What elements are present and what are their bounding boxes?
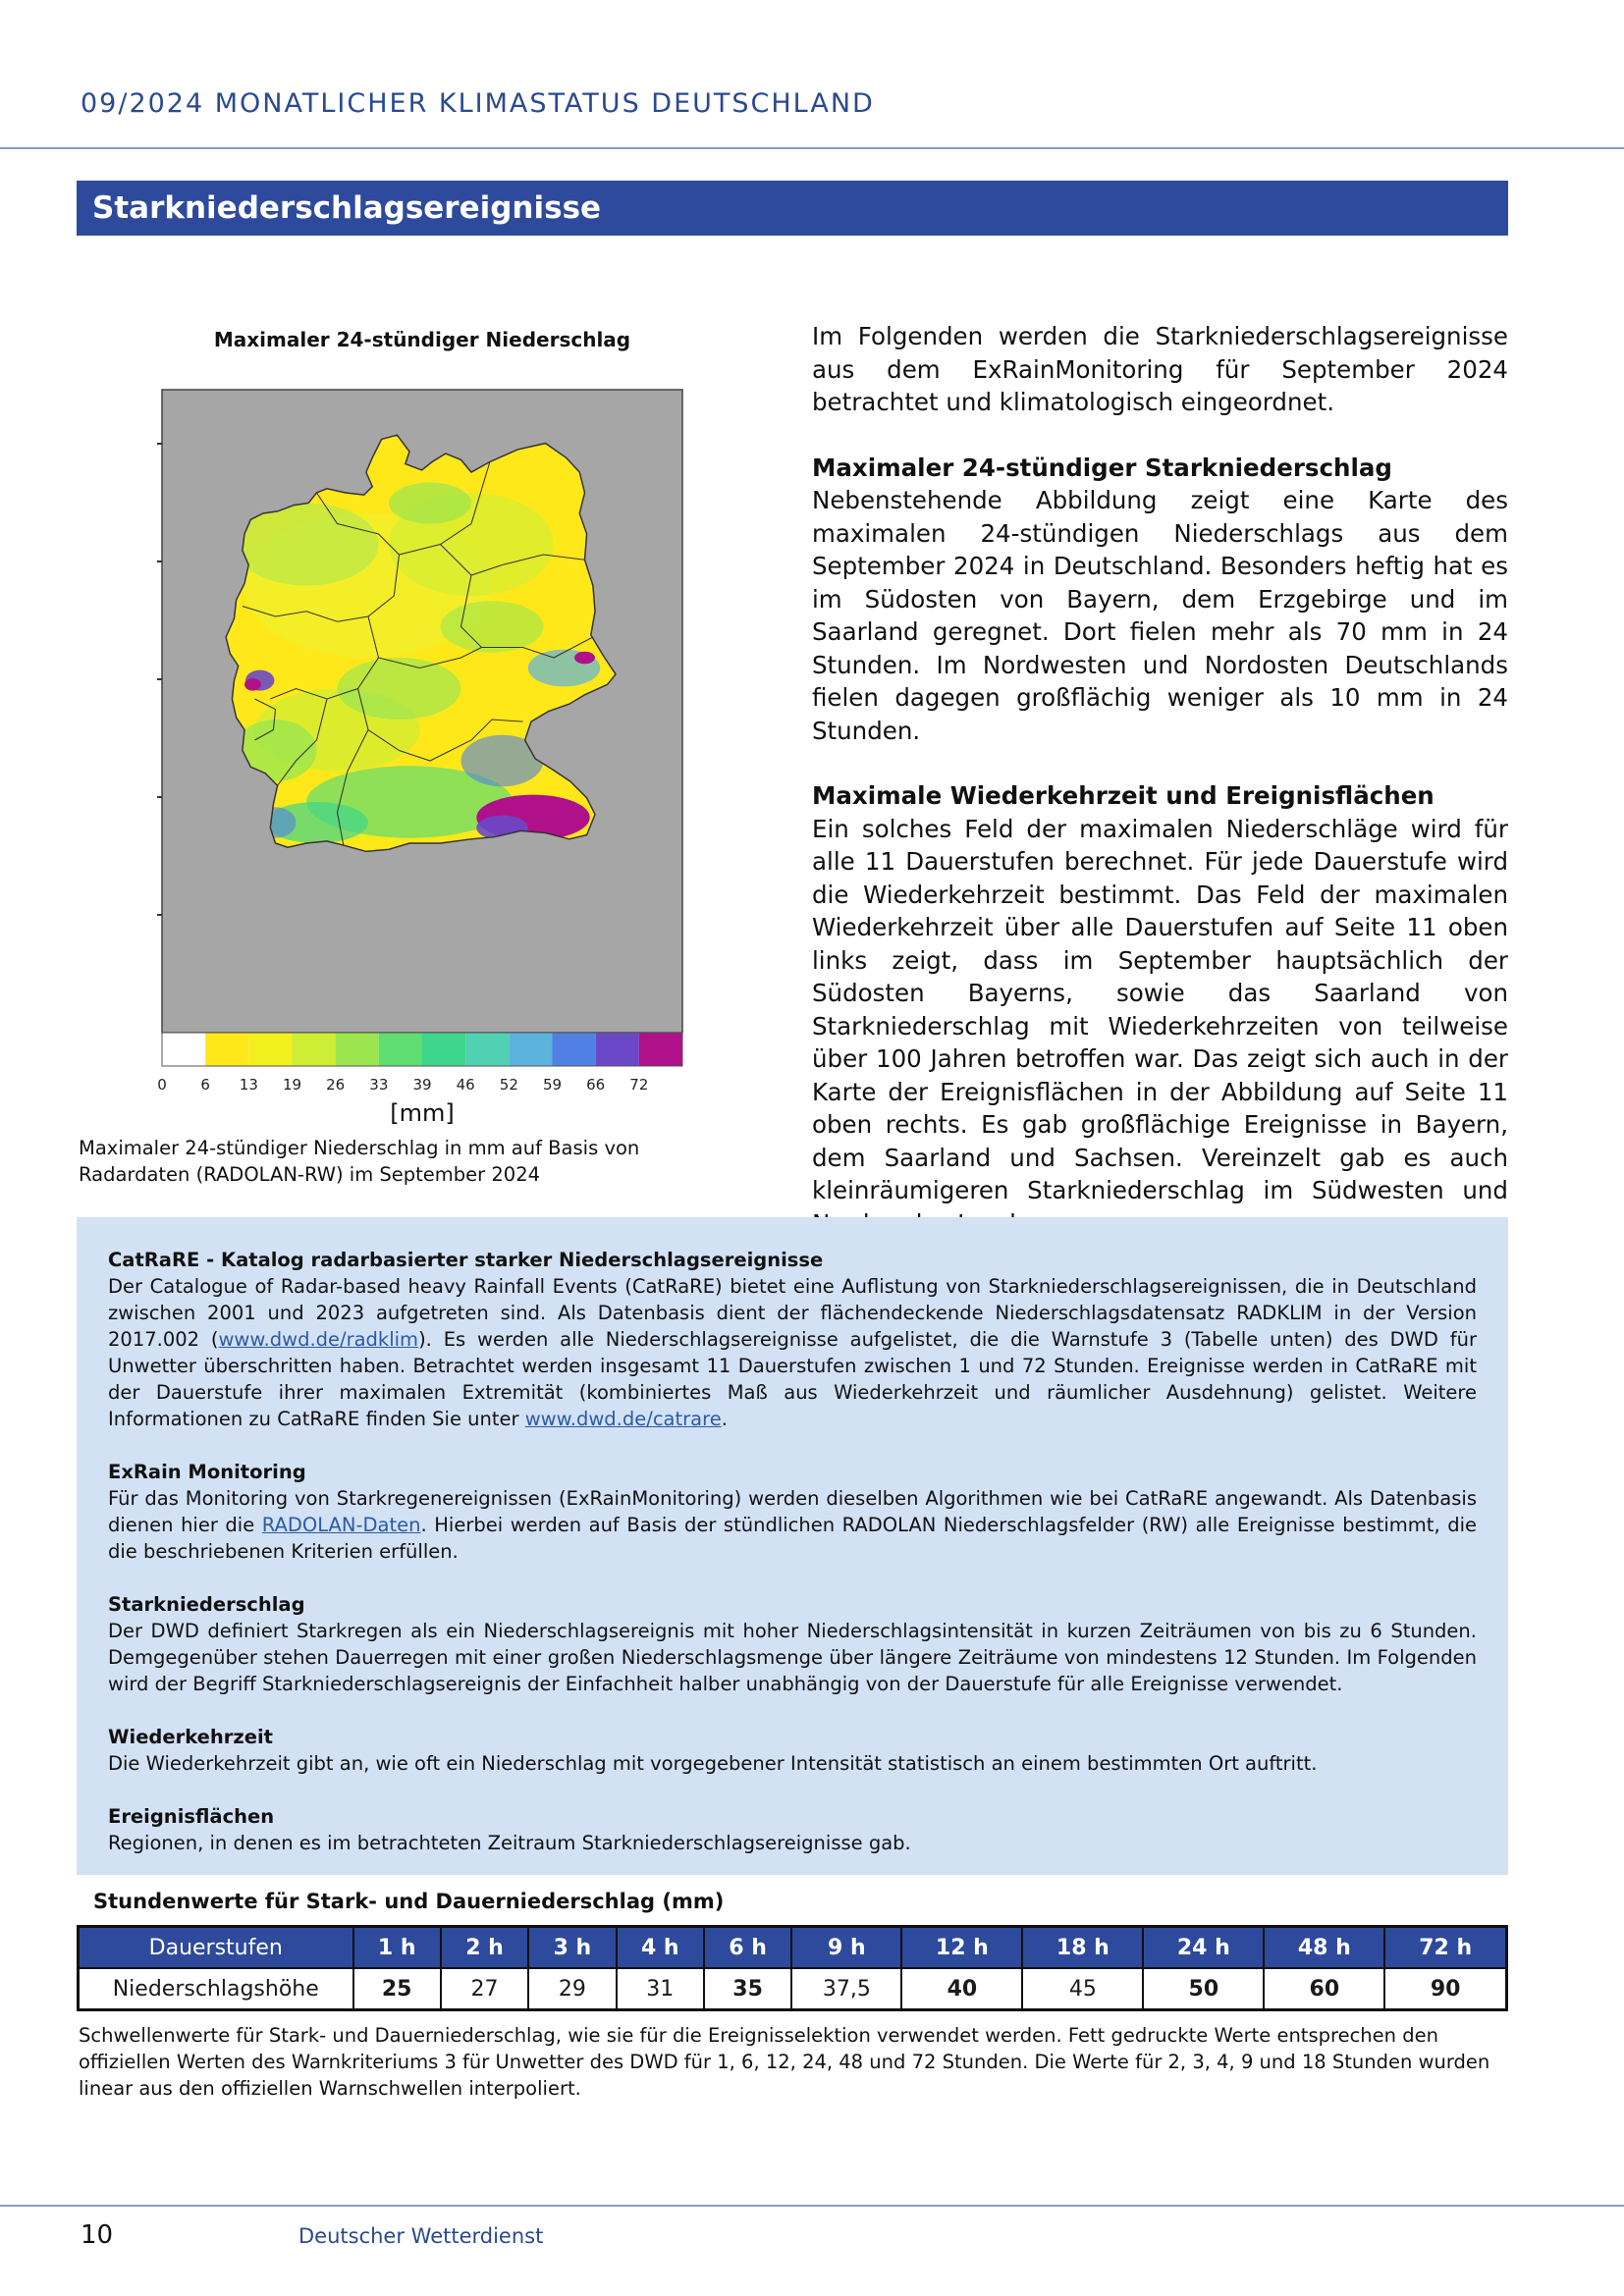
table-dauerstufe-cell: 48 h — [1264, 1927, 1384, 1969]
catrare-text-3: . — [721, 1408, 728, 1430]
legend-swatch — [509, 1033, 552, 1066]
table-value-cell: 45 — [1022, 1968, 1143, 2010]
stark-heading: Starkniederschlag — [108, 1593, 305, 1616]
legend-swatch — [465, 1033, 509, 1066]
page-number: 10 — [81, 2220, 114, 2250]
table-caption: Schwellenwerte für Stark- und Dauerniederschlag, wie sie für die Ereignisselektion verwendet werden. Fett gedruckte Werte entsprechen den offiziellen Werten des Warnkriteriums 3 für Unwetter des DWD für 1, 6, 12, 24, 48 und 72 Stunden. Die Werte für 2, 3, 4, 9 und 18 Stunden wurden linear aus den offiziellen Warnschwellen interpoliert. — [79, 2024, 1490, 2100]
sec2-heading: Maximale Wiederkehrzeit und Ereignisflächen — [812, 781, 1435, 810]
table-dauerstufe-cell: 1 h — [353, 1927, 441, 1969]
legend-tick-label: 26 — [326, 1076, 346, 1094]
exrain-text-1: Für das Monitoring von Starkregenereignissen (ExRainMonitoring) werden dieselben Algorithmen wie bei CatRaRE angewandt. Als Datenbasis dienen hier die — [108, 1487, 1477, 1536]
table-value-cell: 60 — [1264, 1968, 1384, 2010]
legend-swatch — [248, 1033, 292, 1066]
table-dauerstufe-cell: 72 h — [1384, 1927, 1506, 1969]
table-label-dauerstufen: Dauerstufen — [79, 1927, 353, 1969]
exrain-text — [108, 1485, 1477, 1565]
radolan-link[interactable]: RADOLAN-Daten — [261, 1514, 421, 1536]
table-row-dauerstufen — [79, 1927, 1507, 1969]
table-value-cell: 31 — [617, 1968, 704, 2010]
table-label-niederschlagshoehe: Niederschlagshöhe — [79, 1968, 353, 2010]
footer-divider — [0, 2205, 1624, 2207]
legend-swatch — [553, 1033, 596, 1066]
table-title: Stundenwerte für Stark- und Dauerniederschlag (mm) — [93, 1890, 725, 1913]
header-divider — [0, 147, 1624, 149]
legend-unit: [mm] — [390, 1099, 455, 1127]
catrare-link[interactable]: www.dwd.de/catrare — [524, 1408, 722, 1430]
table-dauerstufe-cell: 3 h — [528, 1927, 616, 1969]
legend-tick-label: 52 — [499, 1076, 518, 1094]
footer-organization: Deutscher Wetterdienst — [298, 2224, 544, 2248]
sec2-text: Ein solches Feld der maximalen Niederschläge wird für alle 11 Dauerstufen berechnet. Für jede Dauerstufe wird die Wiederkehrzeit bestimmt. Das Feld der maximalen Wiederkehrzeit über alle Dauerstufen auf Seite 11 oben links zeigt, dass im September hauptsächlich der Südosten Bayerns, sowie das Saarland von Starkniederschlag mit Wiederkehrzeiten von teilweise über 100 Jahren betroffen war. Das zeigt sich auch in der Karte der Ereignisflächen in der Abbildung auf Seite 11 oben rechts. Es gab großflächige Ereignisse in Bayern, dem Saarland und Sachsen. Vereinzelt gab es auch kleinräumigeren Starkniederschlag im Südwesten und — [812, 814, 1508, 1204]
precipitation-map — [147, 385, 697, 1131]
legend-swatch — [379, 1033, 422, 1066]
radklim-link[interactable]: www.dwd.de/radklim — [218, 1328, 419, 1351]
table-dauerstufe-cell: 4 h — [617, 1927, 704, 1969]
table-value-cell: 29 — [528, 1968, 616, 2010]
map-title: Maximaler 24-stündiger Niederschlag — [213, 328, 631, 351]
catrare-heading: CatRaRE - Katalog radarbasierter starker Niederschlagsereignisse — [108, 1249, 824, 1271]
map-caption: Maximaler 24-stündiger Niederschlag in mm auf Basis von Radardaten (RADOLAN-RW) im September 2024 — [79, 1137, 640, 1186]
table-value-cell: 35 — [704, 1968, 791, 2010]
table-value-cell: 25 — [353, 1968, 441, 2010]
right-column — [812, 320, 1508, 1240]
intro-text: Im Folgenden werden die Starkniederschlagsereignisse aus dem ExRainMonitoring für September 2024 betrachtet und klimatologisch eingeordnet. — [812, 322, 1508, 416]
table-dauerstufe-cell: 24 h — [1143, 1927, 1264, 1969]
sec1-text: Nebenstehende Abbildung zeigt eine Karte des maximalen 24-stündigen Niederschlags aus dem September 2024 in Deutschland. Besonders heftig hat es im Südosten von Bayern, dem Erzgebirge und im Saarland geregnet. Dort fielen mehr als 70 mm in 24 Stunden. Im Nordwesten und Nordosten Deutschlands fielen dagegen großflächig weniger als 10 mm in 24 Stunden. — [812, 486, 1508, 745]
legend-swatch — [422, 1033, 465, 1066]
table-value-cell: 50 — [1143, 1968, 1264, 2010]
table-dauerstufe-cell: 12 h — [901, 1927, 1022, 1969]
table-dauerstufe-cell: 2 h — [441, 1927, 528, 1969]
wiederkehrzeit-text: Die Wiederkehrzeit gibt an, wie oft ein Niederschlag mit vorgegebener Intensität statistisch an einem bestimmten Ort auftritt. — [108, 1752, 1318, 1775]
exrain-text-2: . Hierbei werden auf Basis der stündlichen RADOLAN Niederschlagsfelder (RW) alle Ereignisse bestimmt, die die beschriebenen Kriterien erfüllen. — [108, 1514, 1477, 1563]
stark-text: Der DWD definiert Starkregen als ein Niederschlagsereignis mit hoher Niederschlagsintensität in kurzen Zeiträumen von bis zu 6 Stunden. Demgegenüber stehen Dauerregen mit einer großen Niederschlagsmenge über längere Zeiträume von mindestens 12 Stunden. Im Folgenden wird der Begriff Starkniederschlagsereignis der Einfachheit halber unabhängig von der Dauerstufe für alle Ereignisse verwendet. — [108, 1620, 1477, 1695]
legend-tick-label: 6 — [200, 1076, 210, 1094]
info-box — [77, 1217, 1508, 1875]
exrain-heading: ExRain Monitoring — [108, 1461, 306, 1483]
threshold-table — [77, 1925, 1508, 2011]
legend-tick-label: 0 — [157, 1076, 167, 1094]
table-row-niederschlagshoehe — [79, 1968, 1507, 2010]
legend-swatch — [162, 1033, 205, 1066]
color-legend — [157, 1033, 682, 1094]
legend-tick-label: 46 — [456, 1076, 475, 1094]
legend-tick-label: 19 — [282, 1076, 302, 1094]
sec1-heading: Maximaler 24-stündiger Starkniederschlag — [812, 453, 1392, 482]
catrare-text — [108, 1273, 1477, 1432]
table-dauerstufe-cell: 9 h — [791, 1927, 901, 1969]
legend-tick-label: 39 — [412, 1076, 432, 1094]
table-dauerstufe-cell: 6 h — [704, 1927, 791, 1969]
legend-tick-label: 66 — [586, 1076, 606, 1094]
legend-tick-label: 33 — [369, 1076, 389, 1094]
section-title: Starkniederschlagsereignisse — [77, 181, 1508, 236]
table-value-cell: 27 — [441, 1968, 528, 2010]
legend-tick-label: 13 — [239, 1076, 258, 1094]
table-value-cell: 90 — [1384, 1968, 1506, 2010]
legend-tick-label: 59 — [542, 1076, 563, 1094]
legend-tick-label: 72 — [629, 1076, 649, 1094]
wiederkehrzeit-heading: Wiederkehrzeit — [108, 1726, 273, 1748]
table-dauerstufe-cell: 18 h — [1022, 1927, 1143, 1969]
legend-swatch — [336, 1033, 379, 1066]
catrare-text-1: Der Catalogue of Radar-based heavy Rainfall Events (CatRaRE) bietet eine Auflistung von Starkniederschlagsereignissen, die in Deutschland zwischen 2001 und 2023 aufgetreten sind. Als Datenbasis dient der flächendeckende Niederschlagsdatensatz RADKLIM in der Version 2017.002 ( — [108, 1275, 1477, 1351]
table-value-cell: 37,5 — [791, 1968, 901, 2010]
legend-swatch — [293, 1033, 336, 1066]
ereignisflaechen-text: Regionen, in denen es im betrachteten Zeitraum Starkniederschlagsereignisse gab. — [108, 1832, 911, 1854]
legend-swatch — [639, 1033, 682, 1066]
header-title: 09/2024 MONATLICHER KLIMASTATUS DEUTSCHLAND — [81, 88, 875, 119]
legend-swatch — [205, 1033, 248, 1066]
legend-swatch — [596, 1033, 639, 1066]
catrare-text-2: ). Es werden alle Niederschlagsereignisse aufgelistet, die die Warnstufe 3 (Tabelle unten) des DWD für Unwetter überschritten haben. Betrachtet werden insgesamt 11 Dauerstufen zwischen 1 und 72 Stunden. Ereignisse werden in CatRaRE mit der Dauerstufe ihrer maximalen Extremität (kombiniertes Maß aus Wiederkehrzeit und räumlicher Ausdehnung) gelistet. Weitere Informationen zu CatRaRE finden Sie unter — [108, 1328, 1477, 1430]
table-value-cell: 40 — [901, 1968, 1022, 2010]
ereignisflaechen-heading: Ereignisflächen — [108, 1805, 275, 1828]
